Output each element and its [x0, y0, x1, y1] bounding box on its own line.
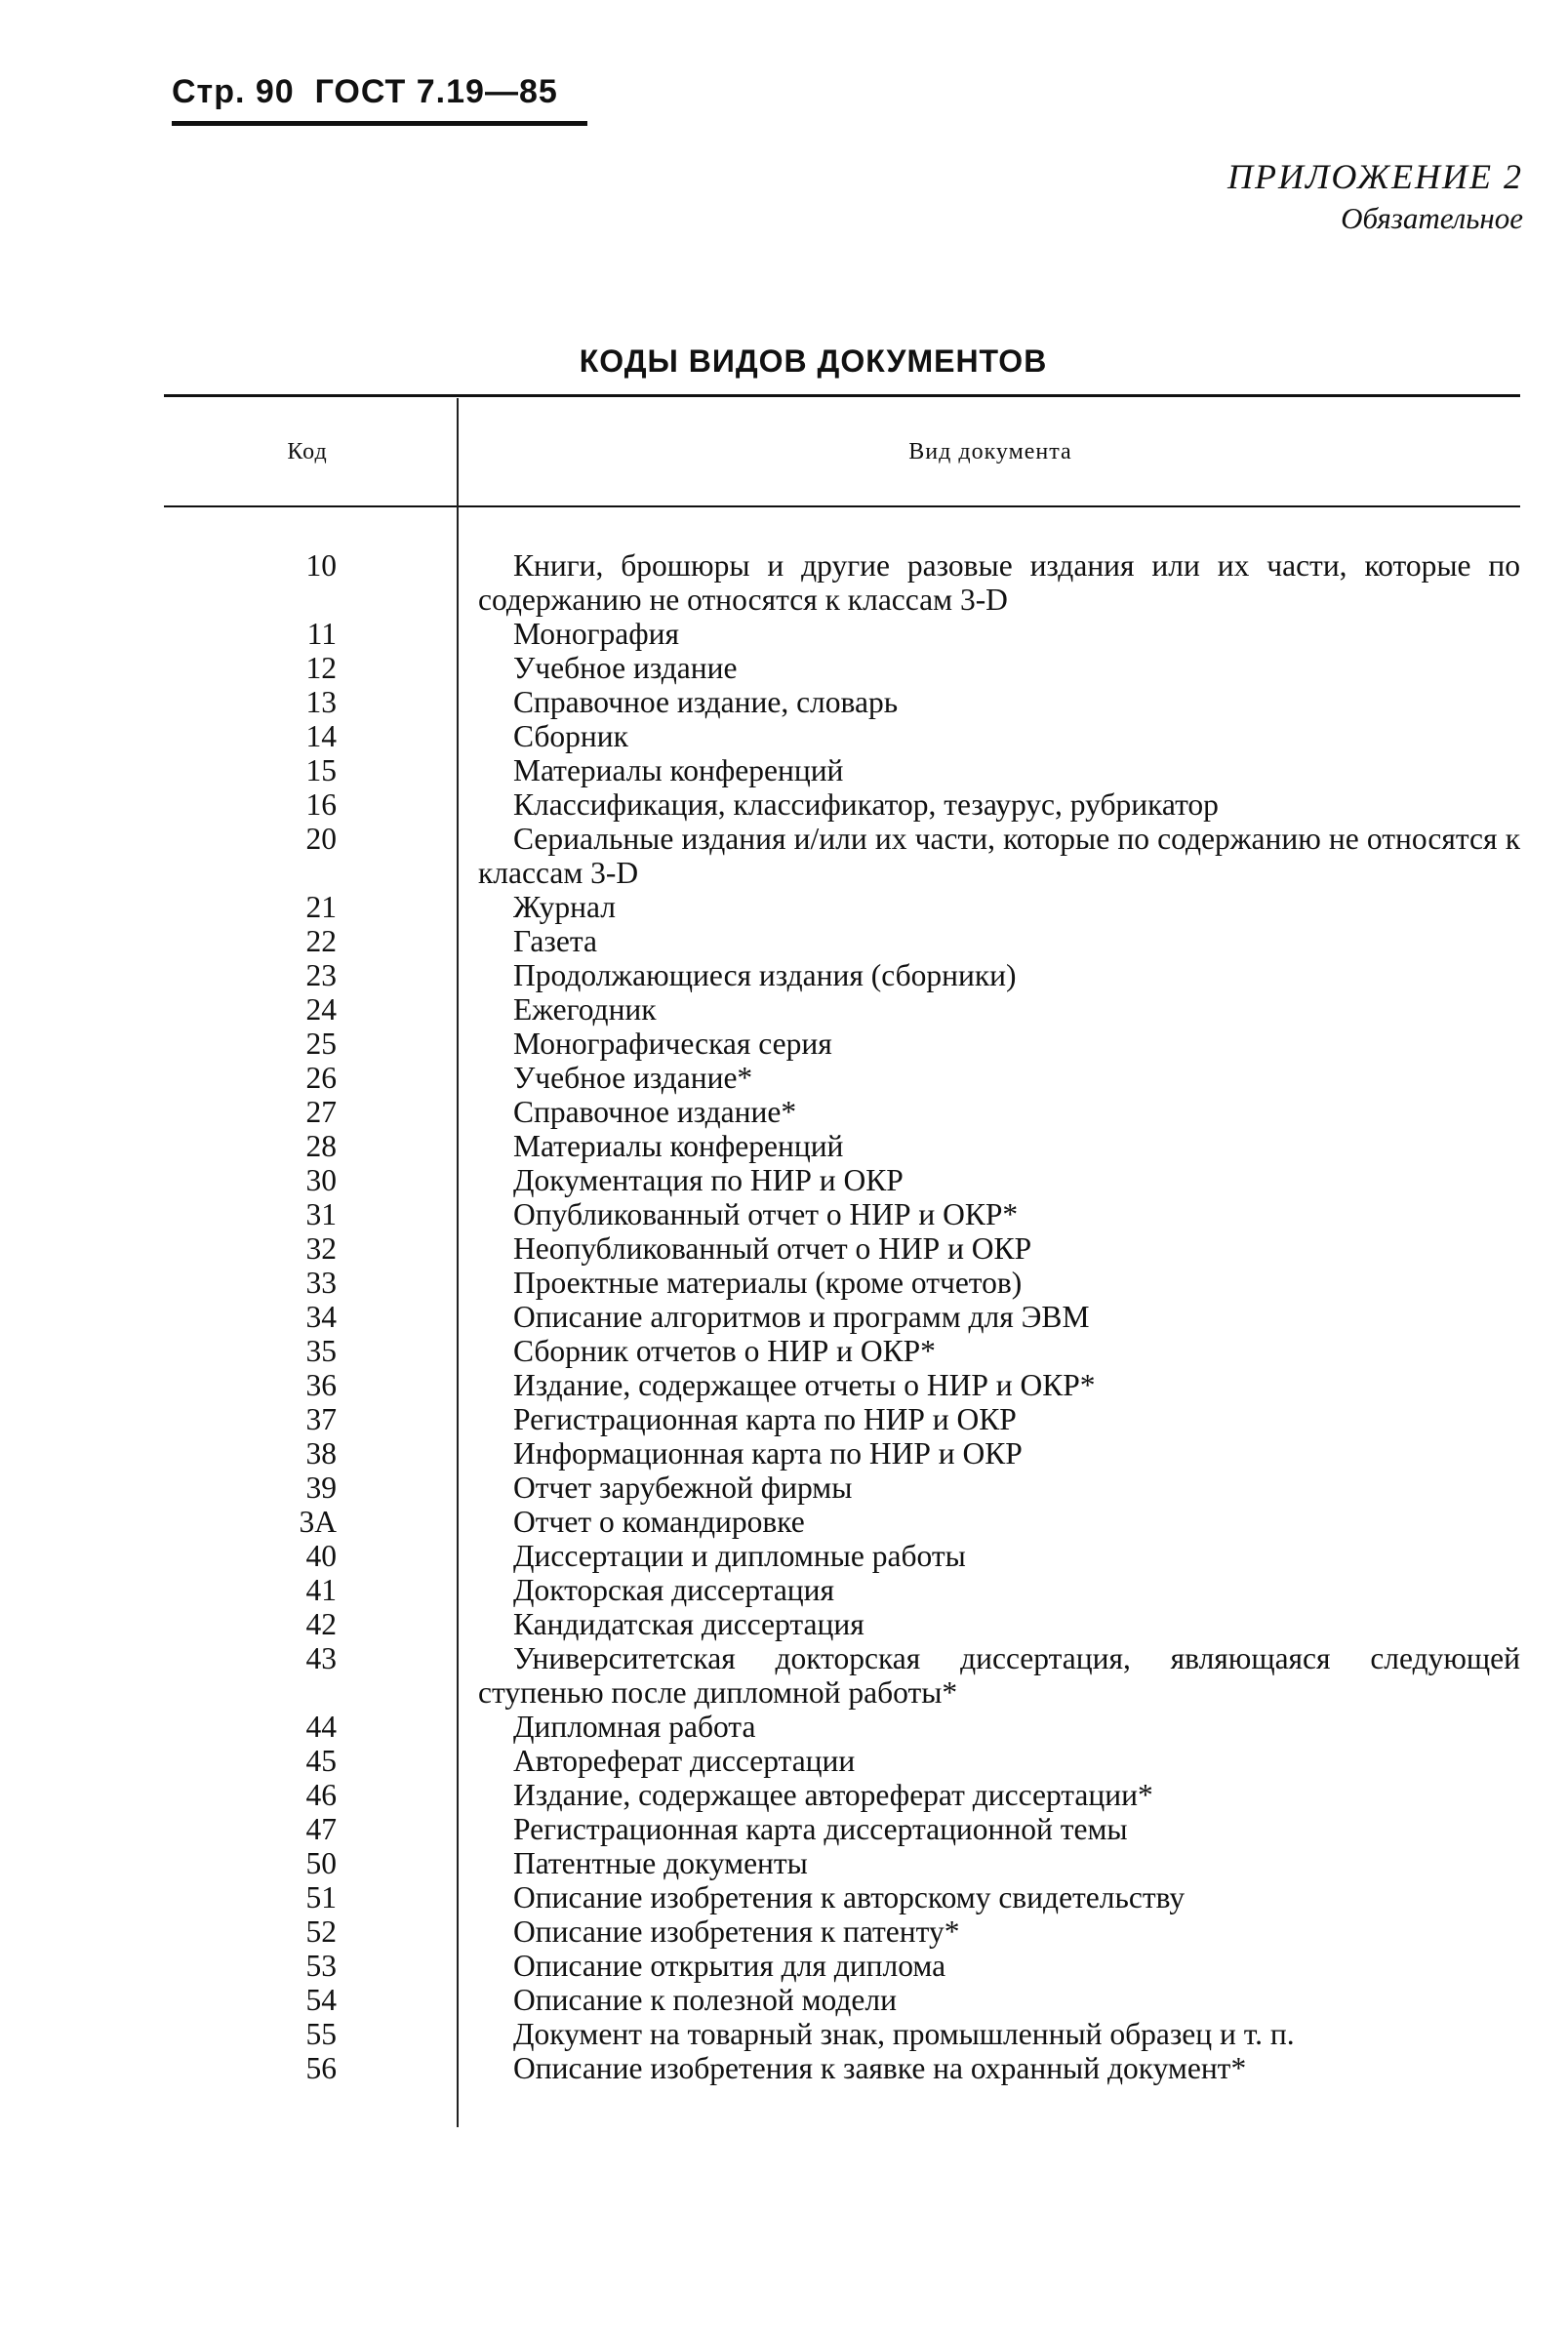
- table-body: [0, 548, 1568, 2085]
- row-code: 53: [305, 1949, 337, 1983]
- table-row: [0, 992, 1568, 1027]
- row-code: 37: [305, 1402, 337, 1436]
- row-code: 47: [305, 1812, 337, 1846]
- row-description: Сериальные издания и/или их части, которые по содержанию не относятся к классам 3-D: [478, 822, 1520, 890]
- table-row: [0, 548, 1568, 617]
- row-code: 31: [305, 1197, 337, 1231]
- table-row: [0, 1641, 1568, 1710]
- table-row: [0, 753, 1568, 787]
- table-row: [0, 1744, 1568, 1778]
- table-row: [0, 1710, 1568, 1744]
- appendix-note: Обязательное: [1341, 201, 1523, 235]
- row-code: 25: [305, 1027, 337, 1061]
- row-description: Докторская диссертация: [513, 1573, 835, 1607]
- table-row: [0, 1061, 1568, 1095]
- row-code: 54: [305, 1983, 337, 2017]
- table-row: [0, 1983, 1568, 2017]
- row-code: 32: [305, 1231, 337, 1266]
- row-description: Книги, брошюры и другие разовые издания или их части, которые по содержанию не относятся к классам 3-D: [478, 548, 1520, 617]
- row-description: Журнал: [513, 890, 617, 924]
- row-code: 55: [305, 2017, 337, 2051]
- row-description: Газета: [513, 924, 597, 958]
- row-description: Материалы конференций: [513, 753, 844, 787]
- row-code: 33: [305, 1266, 337, 1300]
- row-code: 50: [305, 1846, 337, 1880]
- row-code: 46: [305, 1778, 337, 1812]
- row-description: Проектные материалы (кроме отчетов): [513, 1266, 1023, 1300]
- row-code: 16: [305, 787, 337, 822]
- table-row: [0, 1231, 1568, 1266]
- row-code: 21: [305, 890, 337, 924]
- table-row: [0, 1846, 1568, 1880]
- row-code: 51: [305, 1880, 337, 1914]
- row-description: Автореферат диссертации: [513, 1744, 856, 1778]
- row-code: 20: [305, 822, 337, 856]
- row-code: 15: [305, 753, 337, 787]
- row-description: Сборник отчетов о НИР и ОКР*: [513, 1334, 936, 1368]
- table-row: [0, 890, 1568, 924]
- row-description: Описание алгоритмов и программ для ЭВМ: [513, 1300, 1090, 1334]
- row-description: Материалы конференций: [513, 1129, 844, 1163]
- row-code: 34: [305, 1300, 337, 1334]
- row-code: 41: [305, 1573, 337, 1607]
- table-row: [0, 1300, 1568, 1334]
- row-description: Опубликованный отчет о НИР и ОКР*: [513, 1197, 1019, 1231]
- row-description: Документ на товарный знак, промышленный образец и т. п.: [513, 2017, 1295, 2051]
- row-code: 14: [305, 719, 337, 753]
- row-description: Издание, содержащее автореферат диссертации*: [513, 1778, 1153, 1812]
- table-row: [0, 617, 1568, 651]
- row-code: 56: [305, 2051, 337, 2085]
- row-description: Описание изобретения к патенту*: [513, 1914, 960, 1949]
- row-description: Справочное издание*: [513, 1095, 797, 1129]
- table-row: [0, 1778, 1568, 1812]
- row-code: 44: [305, 1710, 337, 1744]
- table-row: [0, 1607, 1568, 1641]
- row-description: Сборник: [513, 719, 628, 753]
- row-description: Монография: [513, 617, 679, 651]
- table-row: [0, 1471, 1568, 1505]
- table-row: [0, 685, 1568, 719]
- row-description: Кандидатская диссертация: [513, 1607, 864, 1641]
- page-header: Стр. 90 ГОСТ 7.19—85: [172, 73, 558, 110]
- table-row: [0, 1505, 1568, 1539]
- row-code: 36: [305, 1368, 337, 1402]
- table-row: [0, 1880, 1568, 1914]
- table-row: [0, 924, 1568, 958]
- appendix-label: ПРИЛОЖЕНИЕ 2: [1227, 157, 1523, 196]
- row-description: Издание, содержащее отчеты о НИР и ОКР*: [513, 1368, 1096, 1402]
- row-description: Описание открытия для диплома: [513, 1949, 946, 1983]
- table-row: [0, 1095, 1568, 1129]
- row-code: 38: [305, 1436, 337, 1471]
- row-description: Регистрационная карта по НИР и ОКР: [513, 1402, 1017, 1436]
- table-row: [0, 651, 1568, 685]
- row-code: 10: [305, 548, 337, 583]
- row-description: Документация по НИР и ОКР: [513, 1163, 904, 1197]
- table-top-rule: [164, 394, 1520, 397]
- table-row: [0, 1949, 1568, 1983]
- row-description: Классификация, классификатор, тезаурус, рубрикатор: [513, 787, 1219, 822]
- row-description: Университетская докторская диссертация, являющаяся следующей ступенью после дипломной работы*: [478, 1641, 1520, 1710]
- table-row: [0, 1402, 1568, 1436]
- row-description: Учебное издание*: [513, 1061, 753, 1095]
- row-code: 13: [305, 685, 337, 719]
- row-description: Продолжающиеся издания (сборники): [513, 958, 1017, 992]
- row-description: Описание изобретения к авторскому свидетельству: [513, 1880, 1186, 1914]
- table-row: [0, 1163, 1568, 1197]
- row-description: Описание изобретения к заявке на охранный документ*: [513, 2051, 1247, 2085]
- table-row: [0, 1129, 1568, 1163]
- column-header-kind: Вид документа: [908, 439, 1072, 464]
- row-code: 45: [305, 1744, 337, 1778]
- row-description: Дипломная работа: [513, 1710, 756, 1744]
- row-description: Учебное издание: [513, 651, 738, 685]
- row-description: Регистрационная карта диссертационной темы: [513, 1812, 1128, 1846]
- table-row: [0, 787, 1568, 822]
- table-row: [0, 719, 1568, 753]
- row-code: 42: [305, 1607, 337, 1641]
- row-description: Монографическая серия: [513, 1027, 832, 1061]
- table-row: [0, 1334, 1568, 1368]
- row-description: Отчет зарубежной фирмы: [513, 1471, 853, 1505]
- row-description: Описание к полезной модели: [513, 1983, 897, 2017]
- row-description: Диссертации и дипломные работы: [513, 1539, 966, 1573]
- row-code: 26: [305, 1061, 337, 1095]
- table-row: [0, 1368, 1568, 1402]
- row-code: 23: [305, 958, 337, 992]
- row-description: Отчет о командировке: [513, 1505, 805, 1539]
- row-code: 12: [305, 651, 337, 685]
- row-code: 39: [305, 1471, 337, 1505]
- appendix-block: [1227, 156, 1523, 236]
- table-row: [0, 822, 1568, 890]
- row-code: 30: [305, 1163, 337, 1197]
- row-code: 11: [306, 617, 337, 651]
- row-code: 40: [305, 1539, 337, 1573]
- table-row: [0, 2017, 1568, 2051]
- row-description: Патентные документы: [513, 1846, 808, 1880]
- table-row: [0, 1266, 1568, 1300]
- table-row: [0, 1573, 1568, 1607]
- table-row: [0, 1539, 1568, 1573]
- table-row: [0, 1914, 1568, 1949]
- table-header-rule: [164, 505, 1520, 507]
- table-row: [0, 2051, 1568, 2085]
- row-code: 28: [305, 1129, 337, 1163]
- row-code: 52: [305, 1914, 337, 1949]
- table-row: [0, 1027, 1568, 1061]
- row-description: Информационная карта по НИР и ОКР: [513, 1436, 1023, 1471]
- table-row: [0, 1436, 1568, 1471]
- row-description: Ежегодник: [513, 992, 657, 1027]
- row-description: Неопубликованный отчет о НИР и ОКР: [513, 1231, 1032, 1266]
- column-header-code: Код: [287, 439, 328, 464]
- header-rule: [172, 121, 587, 126]
- document-title: КОДЫ ВИДОВ ДОКУМЕНТОВ: [579, 343, 1048, 379]
- row-code: 27: [305, 1095, 337, 1129]
- table-row: [0, 1197, 1568, 1231]
- row-description: Справочное издание, словарь: [513, 685, 899, 719]
- row-code: 24: [305, 992, 337, 1027]
- row-code: 35: [305, 1334, 337, 1368]
- row-code: 3А: [299, 1505, 337, 1539]
- row-code: 43: [305, 1641, 337, 1675]
- row-code: 22: [305, 924, 337, 958]
- table-row: [0, 1812, 1568, 1846]
- table-row: [0, 958, 1568, 992]
